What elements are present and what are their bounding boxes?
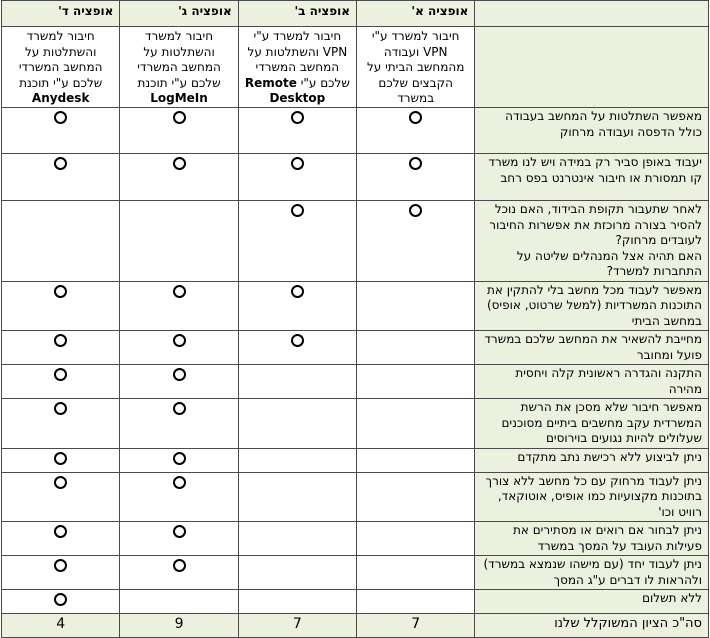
option-header-3: אופציה ג' — [120, 1, 238, 27]
circle-mark-icon — [54, 334, 67, 347]
circle-mark-icon — [54, 157, 67, 170]
circle-mark-icon — [54, 111, 67, 124]
option-header-4: אופציה ד' — [2, 1, 120, 27]
mark-cell — [357, 281, 475, 331]
mark-cell — [120, 154, 238, 201]
mark-cell — [120, 331, 238, 365]
mark-cell — [2, 556, 120, 590]
circle-mark-icon — [54, 476, 67, 489]
total-row — [2, 614, 709, 638]
option-description-text: חיבור למשרד והשתלטות על המחשב המשרדי שלכם ע"י תוכנת — [18, 29, 103, 90]
mark-cell — [120, 365, 238, 399]
mark-cell — [238, 448, 356, 472]
mark-cell — [2, 399, 120, 449]
criterion-label: לאחר שתעבור תקופת הבידוד, האם נוכל להסיר בצורה מרוכזת את אפשרות החיבור לעובדים מרחוק? האם תהיה אצל המנהלים שליטה על התחברות למשרד? — [475, 201, 709, 282]
option-description-text: חיבור למשרד ע"י VPN והשתלטות על המחשב המשרדי שלכם ע"י — [247, 29, 350, 90]
mark-cell — [120, 108, 238, 154]
option-description-text: חיבור למשרד והשתלטות על המחשב המשרדי שלכם ע"י תוכנת — [137, 29, 221, 90]
criterion-row — [2, 108, 709, 154]
criterion-label: ניתן לבחור אם רואים או מסתירים את פעילות העובד על המסך במשרד — [475, 522, 709, 556]
mark-cell — [238, 201, 356, 282]
circle-mark-icon — [54, 368, 67, 381]
mark-cell — [238, 108, 356, 154]
mark-cell — [2, 281, 120, 331]
mark-cell — [2, 201, 120, 282]
mark-cell — [2, 365, 120, 399]
circle-mark-icon — [173, 285, 186, 298]
circle-mark-icon — [173, 559, 186, 572]
criterion-label: מחייבת להשאיר את המחשב שלכם במשרד פועל ומחובר — [475, 331, 709, 365]
option-header-2: אופציה ב' — [238, 1, 356, 27]
mark-cell — [357, 399, 475, 449]
option-description-4 — [2, 27, 120, 108]
circle-mark-icon — [291, 204, 304, 217]
mark-cell — [238, 522, 356, 556]
circle-mark-icon — [54, 402, 67, 415]
total-score: 7 — [238, 614, 356, 638]
circle-mark-icon — [54, 285, 67, 298]
mark-cell — [120, 448, 238, 472]
header-row — [2, 1, 709, 27]
criterion-label: ללא תשלום — [475, 590, 709, 614]
circle-mark-icon — [291, 285, 304, 298]
mark-cell — [357, 201, 475, 282]
criterion-label: יעבוד באופן סביר רק במידה ויש לנו משרד קו תמסורת או חיבור אינטרנט בפס רחב — [475, 154, 709, 201]
mark-cell — [357, 556, 475, 590]
total-score: 7 — [357, 614, 475, 638]
option-description-3 — [120, 27, 238, 108]
total-score: 4 — [2, 614, 120, 638]
option-software-name: Remote Desktop — [244, 75, 326, 105]
circle-mark-icon — [173, 334, 186, 347]
mark-cell — [357, 472, 475, 522]
option-description-2 — [238, 27, 356, 108]
mark-cell — [120, 472, 238, 522]
circle-mark-icon — [409, 111, 422, 124]
criterion-label: התקנה והגדרה ראשונית קלה ויחסית מהירה — [475, 365, 709, 399]
mark-cell — [2, 522, 120, 556]
mark-cell — [120, 522, 238, 556]
mark-cell — [357, 154, 475, 201]
mark-cell — [357, 108, 475, 154]
criterion-label: ניתן לעבוד מרחוק עם כל מחשב ללא צורך בתוכנות מקצועיות כמו אופיס, אוטוקאד, רוויט וכו' — [475, 472, 709, 522]
circle-mark-icon — [173, 476, 186, 489]
option-software-name: LogMeIn — [150, 91, 208, 105]
criterion-row — [2, 448, 709, 472]
mark-cell — [238, 154, 356, 201]
description-corner-cell — [475, 27, 709, 108]
criterion-row — [2, 399, 709, 449]
criterion-row — [2, 365, 709, 399]
option-description-1 — [357, 27, 475, 108]
total-label: סה"כ הציון המשוקלל שלנו — [475, 614, 709, 638]
circle-mark-icon — [409, 204, 422, 217]
circle-mark-icon — [173, 157, 186, 170]
header-corner-cell — [475, 1, 709, 27]
mark-cell — [2, 108, 120, 154]
circle-mark-icon — [173, 111, 186, 124]
mark-cell — [238, 556, 356, 590]
mark-cell — [120, 281, 238, 331]
option-software-name: Anydesk — [31, 91, 90, 105]
criterion-label: ניתן לעבוד יחד (עם מישהו שנמצא במשרד) ולהראות לו דברים ע"ג המסך — [475, 556, 709, 590]
mark-cell — [2, 154, 120, 201]
mark-cell — [238, 365, 356, 399]
circle-mark-icon — [291, 111, 304, 124]
criterion-label: מאפשר חיבור שלא מסכן את הרשת המשרדית עקב מחשבים ביתיים מסוכנים שעלולים להיות נגועים בוירוסים — [475, 399, 709, 449]
mark-cell — [238, 331, 356, 365]
criterion-row — [2, 201, 709, 282]
circle-mark-icon — [54, 452, 67, 465]
criterion-row — [2, 331, 709, 365]
mark-cell — [357, 331, 475, 365]
mark-cell — [357, 448, 475, 472]
criterion-row — [2, 281, 709, 331]
circle-mark-icon — [54, 525, 67, 538]
mark-cell — [238, 281, 356, 331]
mark-cell — [238, 472, 356, 522]
circle-mark-icon — [173, 452, 186, 465]
description-row — [2, 27, 709, 108]
criterion-row — [2, 522, 709, 556]
circle-mark-icon — [173, 402, 186, 415]
criterion-row — [2, 154, 709, 201]
option-description-text: חיבור למשרד ע"י VPN ועבודה מהמחשב הביתי על הקבצים שלכם במשרד — [366, 29, 465, 105]
comparison-table — [1, 0, 709, 638]
circle-mark-icon — [291, 157, 304, 170]
circle-mark-icon — [54, 559, 67, 572]
mark-cell — [357, 522, 475, 556]
criterion-label: מאפשר לעבוד מכל מחשב בלי להתקין את התוכנות המשרדיות (למשל שרטוט, אופיס) במחשב הביתי — [475, 281, 709, 331]
circle-mark-icon — [291, 334, 304, 347]
mark-cell — [120, 201, 238, 282]
mark-cell — [120, 556, 238, 590]
mark-cell — [120, 399, 238, 449]
mark-cell — [2, 448, 120, 472]
mark-cell — [2, 331, 120, 365]
criterion-row — [2, 556, 709, 590]
option-header-1: אופציה א' — [357, 1, 475, 27]
circle-mark-icon — [173, 525, 186, 538]
total-score: 9 — [120, 614, 238, 638]
mark-cell — [357, 365, 475, 399]
mark-cell — [238, 399, 356, 449]
criterion-row — [2, 472, 709, 522]
circle-mark-icon — [54, 593, 67, 606]
circle-mark-icon — [173, 368, 186, 381]
circle-mark-icon — [409, 157, 422, 170]
criterion-label: מאפשר השתלטות על המחשב בעבודה כולל הדפסה ועבודה מרחוק — [475, 108, 709, 154]
mark-cell — [2, 472, 120, 522]
criterion-label: ניתן לביצוע ללא רכישת נתב מתקדם — [475, 448, 709, 472]
